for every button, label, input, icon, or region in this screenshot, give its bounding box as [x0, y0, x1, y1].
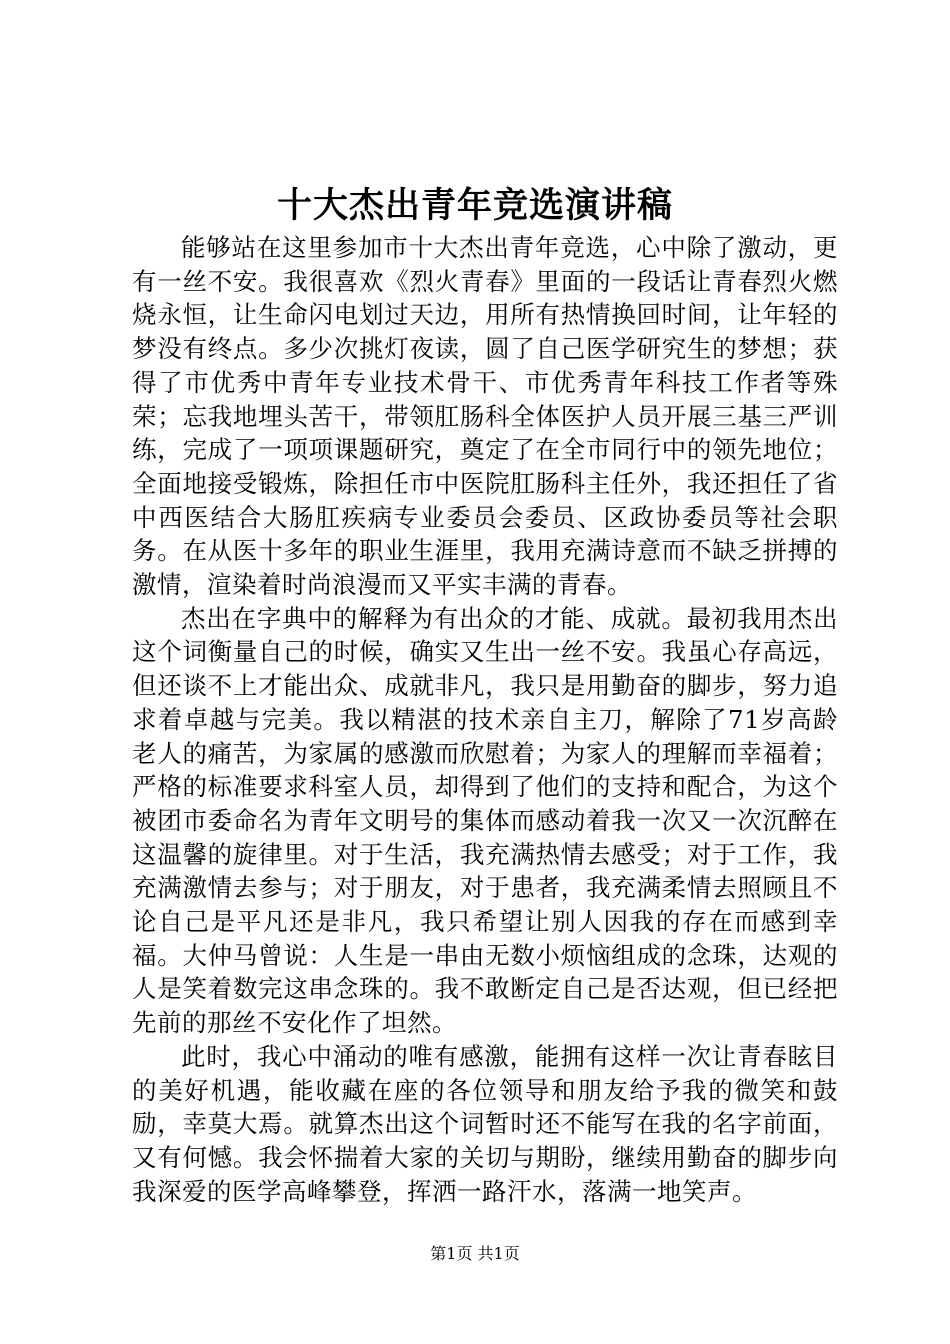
page-number-footer: 第1页 共1页: [430, 1244, 520, 1263]
paragraph-1: 能够站在这里参加市十大杰出青年竞选，心中除了激动，更有一丝不安。我很喜欢《烈火青春》里面的一段话让青春烈火燃烧永恒，让生命闪电划过天边，用所有热情换回时间，让年轻的梦没有终点。多少次挑灯夜读，圆了自己医学研究生的梦想；获得了市优秀中青年专业技术骨干、市优秀青年科技工作者等殊荣；忘我地埋头苦干，带领肛肠科全体医护人员开展三基三严训练，完成了一项项课题研究，奠定了在全市同行中的领先地位；全面地接受锻炼，除担任市中医院肛肠科主任外，我还担任了省中西医结合大肠肛疾病专业委员会委员、区政协委员等社会职务。在从医十多年的职业生涯里，我用充满诗意而不缺乏拼搏的激情，渲染着时尚浪漫而又平实丰满的青春。: [132, 233, 838, 600]
document-title: 十大杰出青年竞选演讲稿: [276, 185, 673, 226]
document-body: [132, 231, 838, 1208]
paragraph-2: 杰出在字典中的解释为有出众的才能、成就。最初我用杰出这个词衡量自己的时候，确实又生出一丝不安。我虽心存高远，但还谈不上才能出众、成就非凡，我只是用勤奋的脚步，努力追求着卓越与完美。我以精湛的技术亲自主刀，解除了71岁高龄老人的痛苦，为家属的感激而欣慰着；为家人的理解而幸福着；严格的标准要求科室人员，却得到了他们的支持和配合，为这个被团市委命名为青年文明号的集体而感动着我一次又一次沉醉在这温馨的旋律里。对于生活，我充满热情去感受；对于工作，我充满激情去参与；对于朋友，对于患者，我充满柔情去照顾且不论自己是平凡还是非凡，我只希望让别人因我的存在而感到幸福。大仲马曾说：人生是一串由无数小烦恼组成的念珠，达观的人是笑着数完这串念珠的。我不敢断定自己是否达观，但已经把先前的那丝不安化作了坦然。: [132, 603, 838, 1038]
paragraph-3: 此时，我心中涌动的唯有感激，能拥有这样一次让青春眩目的美好机遇，能收藏在座的各位领导和朋友给予我的微笑和鼓励，幸莫大焉。就算杰出这个词暂时还不能写在我的名字前面，又有何憾。我会怀揣着大家的关切与期盼，继续用勤奋的脚步向我深爱的医学高峰攀登，挥洒一路汗水，落满一地笑声。: [132, 1041, 838, 1206]
